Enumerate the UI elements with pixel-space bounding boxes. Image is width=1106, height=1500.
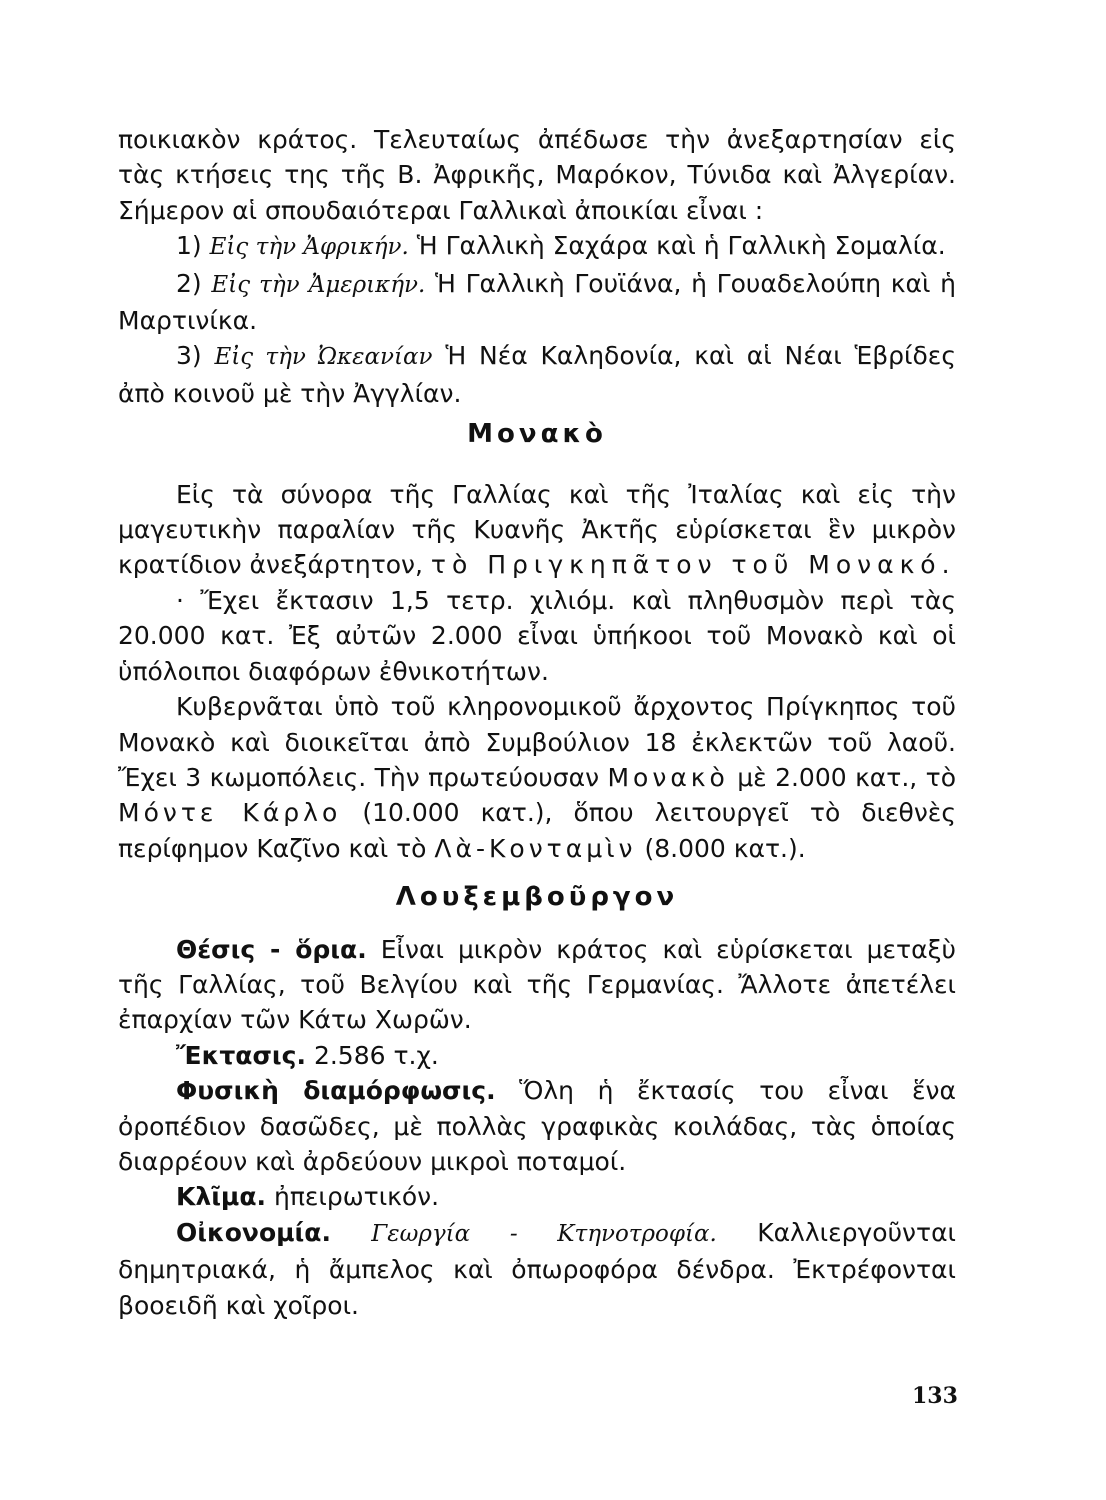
monaco-paragraph-3: Κυβερνᾶται ὑπὸ τοῦ κληρονομικοῦ ἄρχοντος Πρίγκηπος τοῦ Μονακὸ καὶ διοικεῖται ἀπὸ Συμβούλιον 18 ἐκλεκτῶν τοῦ λαοῦ. Ἔχει 3 κωμοπόλεις. Τὴν πρωτεύουσαν Μονακὸ μὲ 2.000 κατ., τὸ Μόντε Κάρλο (10.000 κατ.), ὅπου λειτουργεῖ τὸ διεθνὲς περίφημον Καζῖνο καὶ τὸ Λὰ-Κονταμὶν (8.000 κατ.).: [118, 692, 956, 863]
list-item-oceania: 3) Εἰς τὴν Ὠκεανίαν Ἡ Νέα Καληδονία, καὶ αἱ Νέαι Ἑβρίδες ἀπὸ κοινοῦ μὲ τὴν Ἀγγλίαν.: [118, 341, 956, 408]
section-heading-monaco: Μονακὸ: [467, 419, 607, 450]
section-heading-luxembourg: Λουξεμβοῦργον: [395, 882, 679, 913]
lux-economy: Οἰκονομία. Γεωργία - Κτηνοτροφία. Καλλιεργοῦνται δημητριακά, ἡ ἄμπελος καὶ ὀπωροφόρα δένδρα. Ἐκτρέφονται βοοειδῆ καὶ χοῖροι.: [118, 1217, 957, 1320]
lux-climate: Κλῖμα. ἠπειρωτικόν.: [176, 1182, 440, 1212]
list-item-america: 2) Εἰς τὴν Ἀμερικήν. Ἡ Γαλλικὴ Γουϊάνα, ἡ Γουαδελούπη καὶ ἡ Μαρτινίκα.: [118, 268, 957, 336]
lux-physical: Φυσικὴ διαμόρφωσις. Ὅλη ἡ ἔκτασίς του εἶναι ἕνα ὀροπέδιον δασῶδες, μὲ πολλὰς γραφικὰς κοιλάδας, τὰς ὁποίας διαρρέουν καὶ ἀρδεύουν μικροὶ ποταμοί.: [118, 1076, 956, 1176]
monaco-paragraph-2: · Ἔχει ἔκτασιν 1,5 τετρ. χιλιόμ. καὶ πληθυσμὸν περὶ τὰς 20.000 κατ. Ἐξ αὐτῶν 2.000 εἶναι ὑπήκοοι τοῦ Μονακὸ καὶ οἱ ὑπόλοιποι διαφόρων ἐθνικοτήτων.: [118, 585, 956, 686]
lux-position: Θέσις - ὅρια. Εἶναι μικρὸν κράτος καὶ εὑρίσκεται μεταξὺ τῆς Γαλλίας, τοῦ Βελγίου καὶ τῆς Γερμανίας. Ἄλλοτε ἀπετέλει ἐπαρχίαν τῶν Κάτω Χωρῶν.: [118, 934, 956, 1035]
page-text: [118, 122, 956, 1323]
monaco-paragraph-1: Εἰς τὰ σύνορα τῆς Γαλλίας καὶ τῆς Ἰταλίας καὶ εἰς τὴν μαγευτικὴν παραλίαν τῆς Κυανῆς Ἀκτῆς εὑρίσκεται ἓν μικρὸν κρατίδιον ἀνεξάρτητον, τὸ Πριγκηπᾶτον τοῦ Μονακό.: [118, 479, 956, 580]
intro-paragraph: ποικιακὸν κράτος. Τελευταίως ἀπέδωσε τὴν ἀνεξαρτησίαν εἰς τὰς κτήσεις της τῆς Β. Ἀφρικῆς, Μαρόκον, Τύνιδα καὶ Ἀλγερίαν. Σήμερον αἱ σπουδαιότεραι Γαλλικαὶ ἀποικίαι εἶναι :: [118, 125, 956, 225]
page-number: 133: [912, 1383, 958, 1409]
list-item-africa: 1) Εἰς τὴν Ἀφρικήν. Ἡ Γαλλικὴ Σαχάρα καὶ ἡ Γαλλικὴ Σομαλία.: [176, 231, 946, 261]
lux-area: Ἔκτασις. 2.586 τ.χ.: [176, 1040, 439, 1070]
